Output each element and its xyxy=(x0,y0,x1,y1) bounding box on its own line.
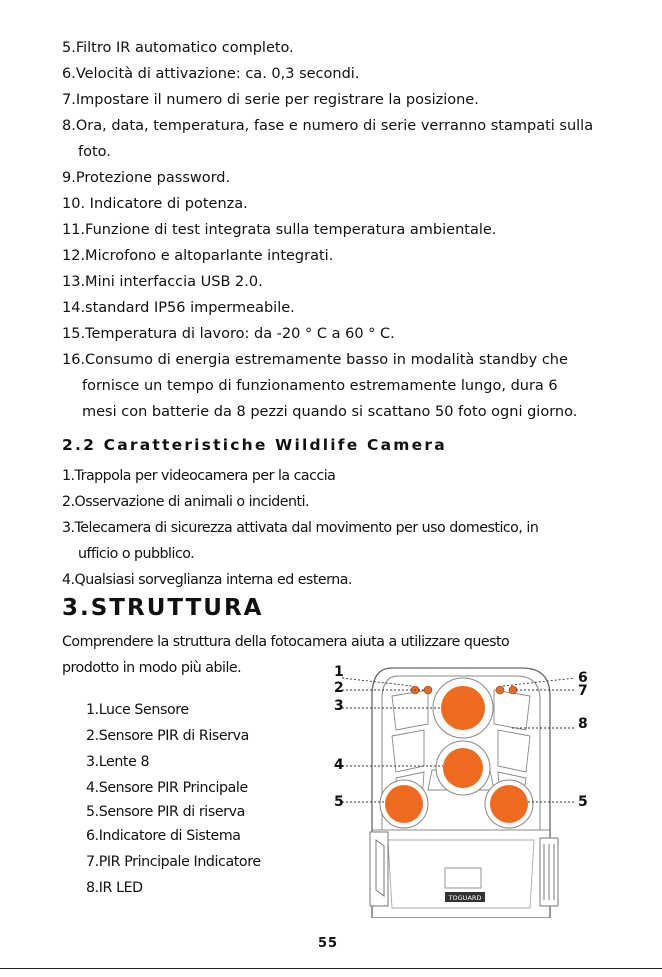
feature-item-7: 7.Impostare il numero di serie per registrare la posizione. xyxy=(62,92,479,108)
section-3-heading: 3.STRUTTURA xyxy=(62,595,264,621)
usage-item-3-cont: ufficio o pubblico. xyxy=(78,546,195,562)
feature-item-14: 14.standard IP56 impermeabile. xyxy=(62,300,295,316)
callout-6: 6 xyxy=(578,670,588,686)
callout-5-right: 5 xyxy=(578,794,588,810)
part-item-1: 1.Luce Sensore xyxy=(86,702,189,718)
callout-8: 8 xyxy=(578,716,588,732)
feature-item-5: 5.Filtro IR automatico completo. xyxy=(62,40,294,56)
callout-5-left: 5 xyxy=(334,794,344,810)
feature-item-16-cont-2: mesi con batterie da 8 pezzi quando si scattano 50 foto ogni giorno. xyxy=(82,404,578,420)
callout-2: 2 xyxy=(334,680,344,696)
lens-icon xyxy=(441,686,485,730)
main-pir-sensor-icon xyxy=(443,748,483,788)
part-item-6: 6.Indicatore di Sistema xyxy=(86,828,241,844)
feature-item-13: 13.Mini interfaccia USB 2.0. xyxy=(62,274,263,290)
feature-item-15: 15.Temperatura di lavoro: da -20 ° C a 60 ° C. xyxy=(62,326,395,342)
feature-item-10: 10. Indicatore di potenza. xyxy=(62,196,248,212)
feature-item-16-cont-1: fornisce un tempo di funzionamento estremamente lungo, dura 6 xyxy=(82,378,558,394)
feature-item-9: 9.Protezione password. xyxy=(62,170,231,186)
right-strap-latch xyxy=(540,838,558,906)
callout-1: 1 xyxy=(334,664,344,680)
usage-item-1: 1.Trappola per videocamera per la caccia xyxy=(62,468,336,484)
left-strap-latch xyxy=(370,832,388,906)
right-pir-sensor-icon xyxy=(490,785,528,823)
feature-item-16: 16.Consumo di energia estremamente basso in modalità standby che xyxy=(62,352,568,368)
part-item-5: 5.Sensore PIR di riserva xyxy=(86,804,245,820)
callout-7: 7 xyxy=(578,683,588,699)
system-indicator-icon xyxy=(496,686,504,694)
page-number: 55 xyxy=(318,936,339,951)
callout-3: 3 xyxy=(334,698,344,714)
section-3-intro-line-2: prodotto in modo più abile. xyxy=(62,660,242,676)
part-item-4: 4.Sensore PIR Principale xyxy=(86,780,248,796)
usage-item-2: 2.Osservazione di animali o incidenti. xyxy=(62,494,310,510)
part-item-3: 3.Lente 8 xyxy=(86,754,150,770)
callout-4: 4 xyxy=(334,757,344,773)
footer-divider xyxy=(0,968,662,969)
left-pir-sensor-icon xyxy=(385,785,423,823)
part-item-8: 8.IR LED xyxy=(86,880,143,896)
section-3-intro-line-1: Comprendere la struttura della fotocamera aiuta a utilizzare questo xyxy=(62,634,510,650)
usage-item-4: 4.Qualsiasi sorveglianza interna ed esterna. xyxy=(62,572,352,588)
section-2-2-heading: 2.2 Caratteristiche Wildlife Camera xyxy=(62,436,447,454)
usage-item-3: 3.Telecamera di sicurezza attivata dal movimento per uso domestico, in xyxy=(62,520,539,536)
part-item-2: 2.Sensore PIR di Riserva xyxy=(86,728,249,744)
main-pir-indicator-icon xyxy=(509,686,517,694)
backup-pir-indicator-icon xyxy=(424,686,432,694)
brand-label: TOGUARD xyxy=(448,894,482,902)
feature-item-12: 12.Microfono e altoparlante integrati. xyxy=(62,248,334,264)
part-item-7: 7.PIR Principale Indicatore xyxy=(86,854,261,870)
feature-item-11: 11.Funzione di test integrata sulla temperatura ambientale. xyxy=(62,222,497,238)
camera-diagram xyxy=(300,660,600,918)
feature-item-8: 8.Ora, data, temperatura, fase e numero di serie verranno stampati sulla xyxy=(62,118,594,134)
feature-item-6: 6.Velocità di attivazione: ca. 0,3 secondi. xyxy=(62,66,360,82)
feature-item-8-cont: foto. xyxy=(78,144,111,160)
